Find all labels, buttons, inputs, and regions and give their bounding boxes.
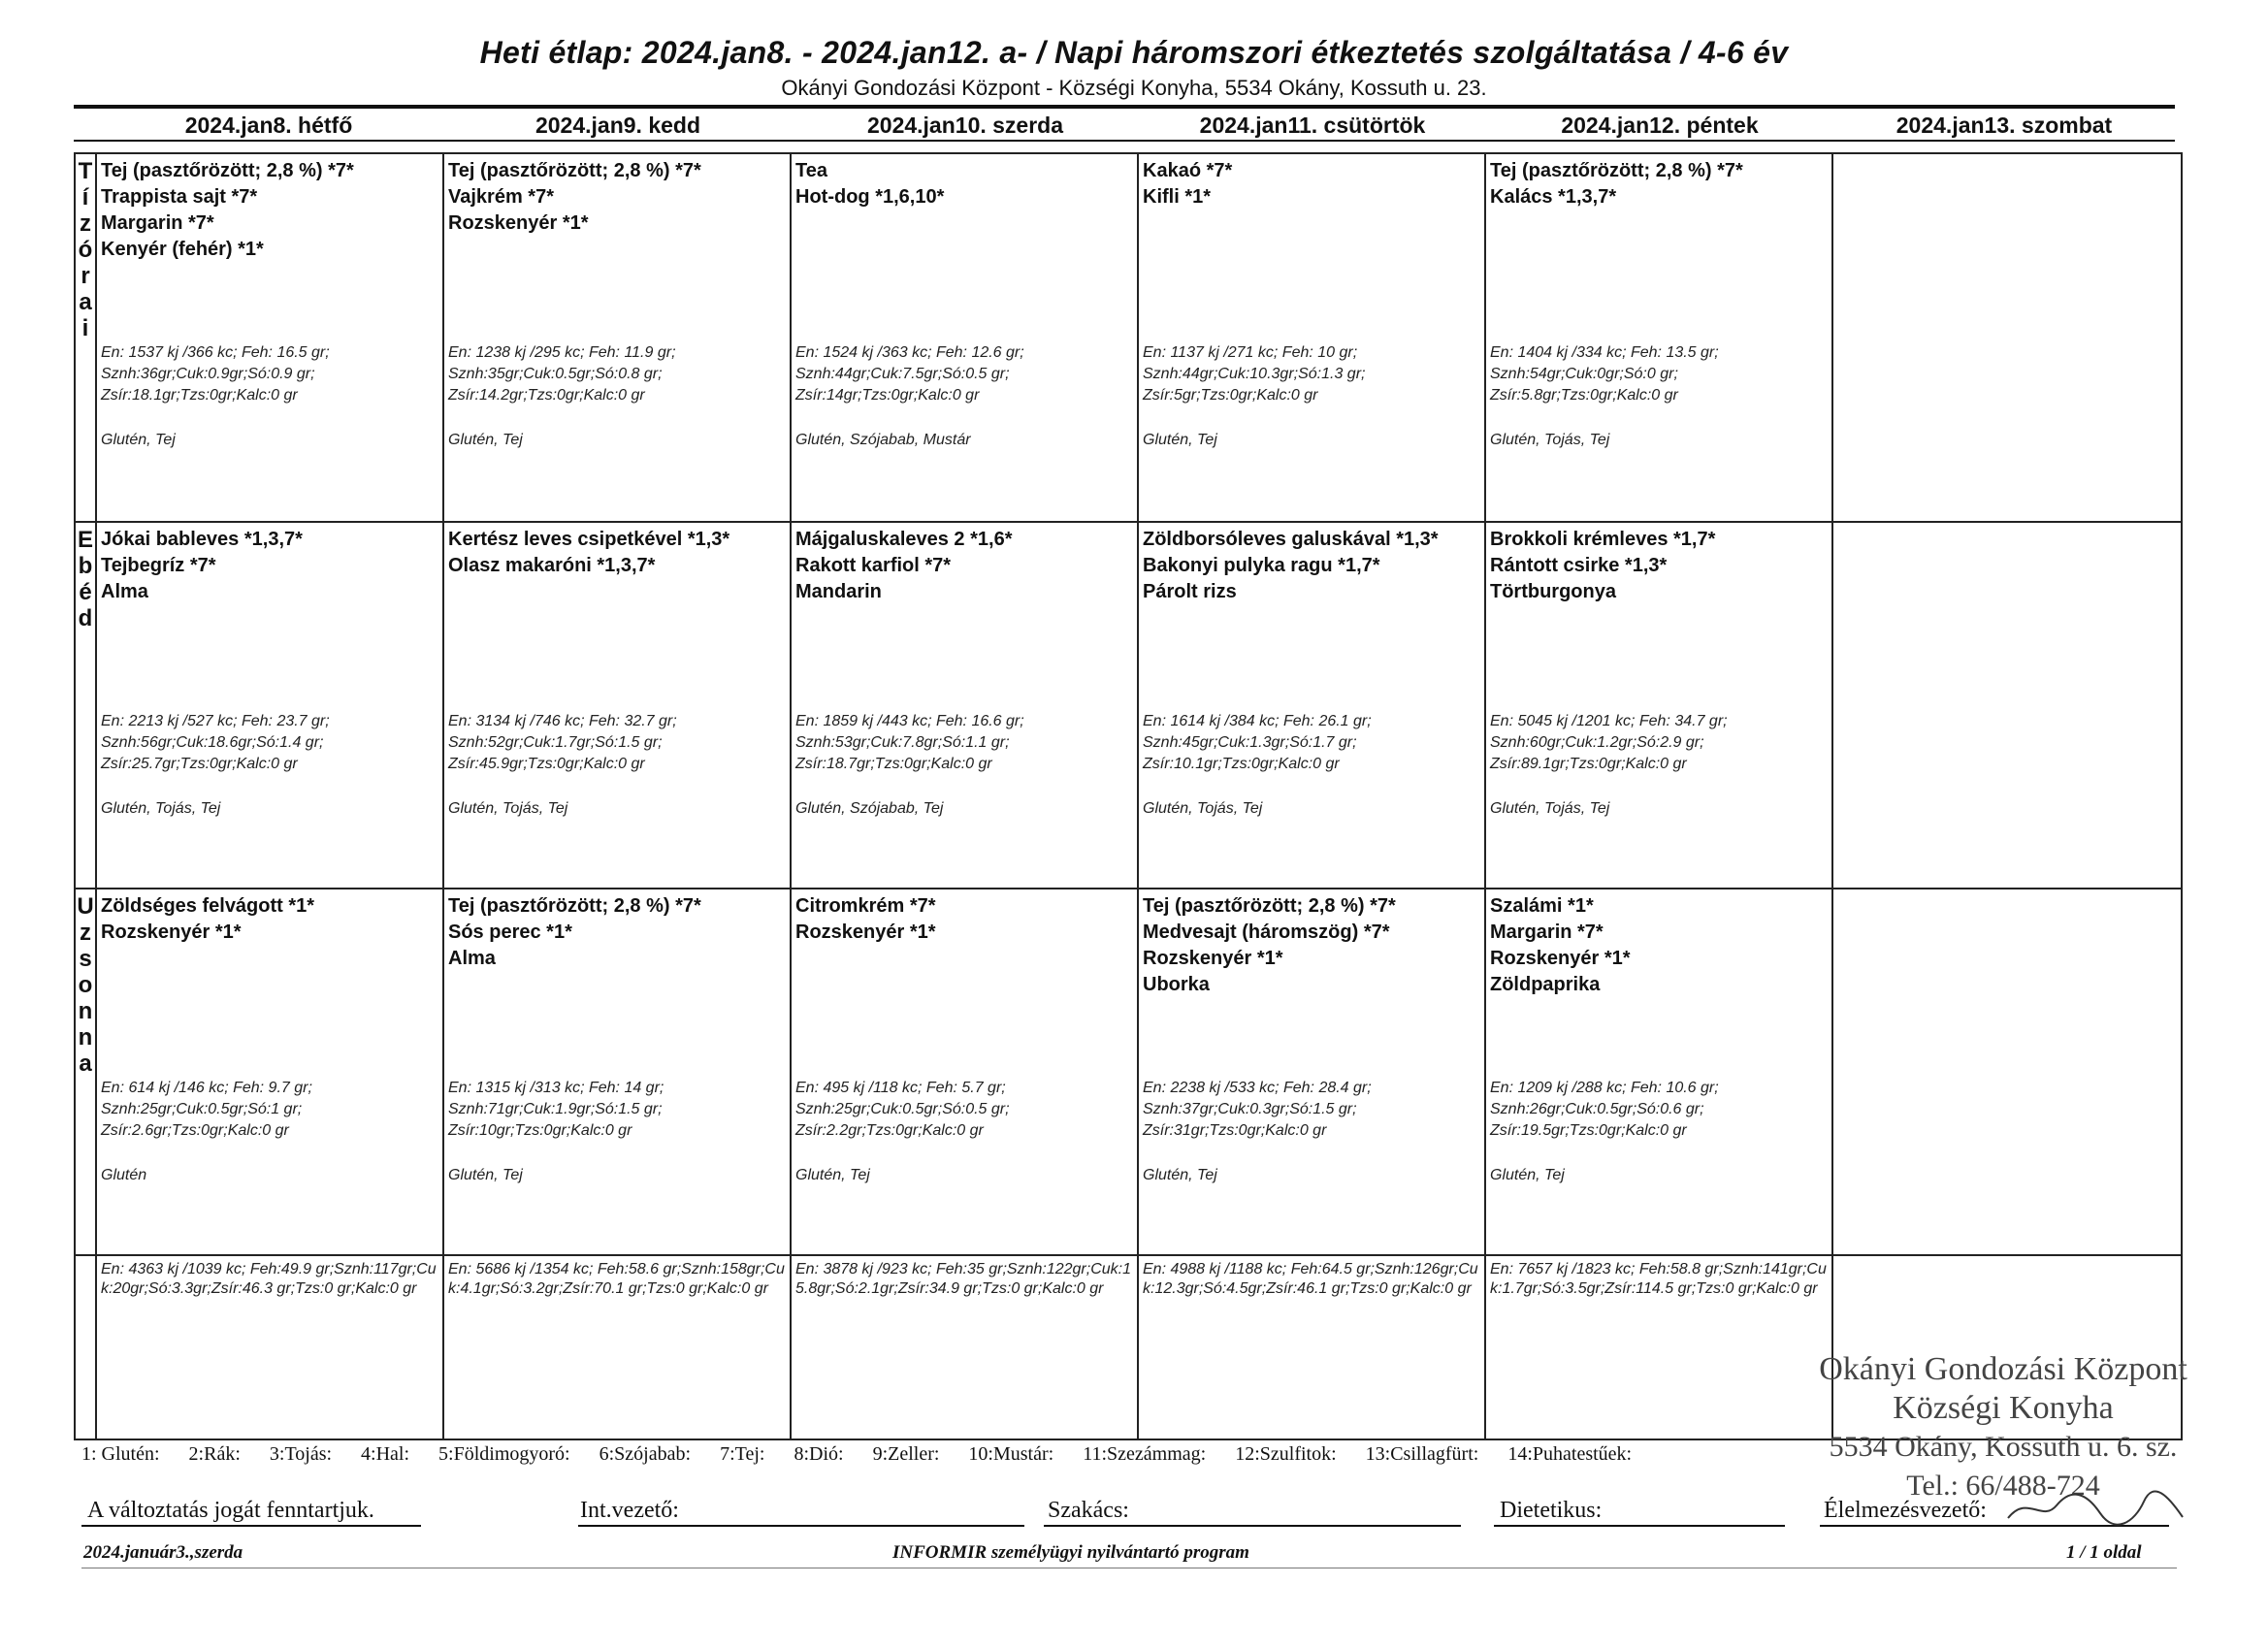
allergen-list: Glutén, Tej (795, 1167, 870, 1183)
nutrition-info (1490, 711, 1728, 775)
nutrition-line: Sznh:26gr;Cuk:0.5gr;Só:0.6 gr; (1490, 1101, 1704, 1117)
allergen-list: Glutén, Tojás, Tej (1490, 800, 1610, 817)
menu-item: Margarin *7* (101, 212, 214, 234)
nutrition-line: En: 495 kj /118 kc; Feh: 5.7 gr; (795, 1080, 1006, 1096)
menu-cell (96, 153, 443, 522)
menu-item: Alma (101, 581, 148, 602)
nutrition-line: Zsír:45.9gr;Tzs:0gr;Kalc:0 gr (448, 756, 645, 772)
meal-row-uzsonna (75, 889, 2182, 1255)
footer-program: INFORMIR személyügyi nyilvántartó program (892, 1542, 1249, 1563)
nutrition-line: Sznh:36gr;Cuk:0.9gr;Só:0.9 gr; (101, 366, 315, 382)
nutrition-line: Zsír:18.7gr;Tzs:0gr;Kalc:0 gr (795, 756, 992, 772)
nutrition-line: Zsír:25.7gr;Tzs:0gr;Kalc:0 gr (101, 756, 298, 772)
legend-entry: 9:Zeller: (872, 1443, 940, 1465)
menu-item: Rakott karfiol *7* (795, 555, 952, 576)
menu-cell (1485, 889, 1832, 1255)
menu-cell (1832, 522, 2182, 889)
nutrition-line: En: 1859 kj /443 kc; Feh: 16.6 gr; (795, 713, 1024, 729)
menu-item: Rozskenyér *1* (1143, 948, 1283, 969)
menu-cell (1485, 153, 1832, 522)
nutrition-info (1490, 342, 1719, 406)
meal-label: Tízórai (78, 158, 93, 341)
nutrition-line: En: 1209 kj /288 kc; Feh: 10.6 gr; (1490, 1080, 1719, 1096)
signature-line (578, 1525, 1024, 1527)
header-rule (74, 140, 2175, 142)
day-header-wednesday: 2024.jan10. szerda (866, 113, 1064, 138)
nutrition-line: Sznh:71gr;Cuk:1.9gr;Só:1.5 gr; (448, 1101, 663, 1117)
nutrition-line: Sznh:45gr;Cuk:1.3gr;Só:1.7 gr; (1143, 734, 1357, 751)
nutrition-line: Sznh:54gr;Cuk:0gr;Só:0 gr; (1490, 366, 1678, 382)
nutrition-line: En: 2213 kj /527 kc; Feh: 23.7 gr; (101, 713, 330, 729)
nutrition-info (1490, 1078, 1719, 1142)
nutrition-line: En: 1137 kj /271 kc; Feh: 10 gr; (1143, 344, 1358, 361)
menu-item: Tej (pasztőrözött; 2,8 %) *7* (448, 160, 701, 181)
signature-line (1494, 1525, 1785, 1527)
menu-item: Zöldpaprika (1490, 974, 1601, 995)
daily-total-cell (96, 1255, 443, 1439)
menu-item: Kertész leves csipetkével *1,3* (448, 529, 730, 550)
day-header-saturday: 2024.jan13. szombat (1895, 113, 2113, 138)
nutrition-line: En: 1404 kj /334 kc; Feh: 13.5 gr; (1490, 344, 1719, 361)
menu-item: Májgaluskaleves 2 *1,6* (795, 529, 1013, 550)
nutrition-info (1143, 342, 1365, 406)
elelmezesvezeto-label: Élelmezésvezető: (1824, 1498, 1987, 1523)
menu-title: Heti étlap: 2024.jan8. - 2024.jan12. a- / Napi háromszori étkeztetés szolgáltatása / 4-6 év (479, 35, 1789, 70)
menu-item: Tea (795, 160, 827, 181)
dietetikus-label: Dietetikus: (1500, 1498, 1603, 1523)
allergen-list: Glutén, Tojás, Tej (448, 800, 568, 817)
nutrition-line: Sznh:53gr;Cuk:7.8gr;Só:1.1 gr; (795, 734, 1010, 751)
signature-scribble (1998, 1484, 2192, 1533)
nutrition-line: Sznh:25gr;Cuk:0.5gr;Só:0.5 gr; (795, 1101, 1010, 1117)
menu-item: Zöldséges felvágott *1* (101, 895, 315, 917)
menu-cell (443, 153, 791, 522)
menu-cell (791, 522, 1138, 889)
meal-label-cell (75, 889, 96, 1255)
nutrition-line: En: 1614 kj /384 kc; Feh: 26.1 gr; (1143, 713, 1372, 729)
legend-entry: 11:Szezámmag: (1083, 1443, 1207, 1465)
nutrition-line: En: 1315 kj /313 kc; Feh: 14 gr; (448, 1080, 664, 1096)
legend-entry: 6:Szójabab: (599, 1443, 692, 1465)
menu-cell (96, 522, 443, 889)
nutrition-line: Zsír:89.1gr;Tzs:0gr;Kalc:0 gr (1490, 756, 1687, 772)
menu-cell (96, 889, 443, 1255)
nutrition-info (101, 711, 330, 775)
menu-item: Medvesajt (háromszög) *7* (1143, 922, 1390, 943)
allergen-legend (81, 1443, 2171, 1466)
daily-total-text: En: 3878 kj /923 kc; Feh:35 gr;Sznh:122gr;Cuk:15.8gr;Só:2.1gr;Zsír:34.9 gr;Tzs:0 gr;Kalc:0 gr (795, 1261, 1131, 1297)
nutrition-info (1143, 711, 1372, 775)
nutrition-line: Zsír:5gr;Tzs:0gr;Kalc:0 gr (1143, 387, 1318, 404)
menu-item: Rozskenyér *1* (795, 922, 936, 943)
nutrition-line: Zsír:31gr;Tzs:0gr;Kalc:0 gr (1143, 1122, 1327, 1139)
nutrition-info (795, 711, 1024, 775)
legend-entry: 1: Glutén: (81, 1443, 160, 1465)
menu-cell (1832, 889, 2182, 1255)
nutrition-line: En: 1238 kj /295 kc; Feh: 11.9 gr; (448, 344, 676, 361)
allergen-list: Glutén, Tojás, Tej (101, 800, 221, 817)
allergen-list: Glutén, Tej (448, 1167, 523, 1183)
daily-total-text: En: 5686 kj /1354 kc; Feh:58.6 gr;Sznh:158gr;Cuk:4.1gr;Só:3.2gr;Zsír:70.1 gr;Tzs:0 gr;Kalc:0 gr (448, 1261, 785, 1297)
legend-entry: 12:Szulfitok: (1235, 1443, 1337, 1465)
meal-row-tizorai (75, 153, 2182, 522)
menu-cell (1832, 153, 2182, 522)
daily-total-cell (791, 1255, 1138, 1439)
nutrition-line: En: 3134 kj /746 kc; Feh: 32.7 gr; (448, 713, 677, 729)
allergen-list: Glutén, Tej (448, 432, 523, 448)
nutrition-info (448, 711, 677, 775)
menu-item: Olasz makaróni *1,3,7* (448, 555, 656, 576)
nutrition-line: En: 614 kj /146 kc; Feh: 9.7 gr; (101, 1080, 312, 1096)
nutrition-line: Sznh:35gr;Cuk:0.5gr;Só:0.8 gr; (448, 366, 663, 382)
menu-item: Rozskenyér *1* (101, 922, 242, 943)
legend-entry: 10:Mustár: (968, 1443, 1054, 1465)
nutrition-line: Zsír:10gr;Tzs:0gr;Kalc:0 gr (448, 1122, 632, 1139)
nutrition-info (448, 342, 676, 406)
daily-total-cell (1138, 1255, 1485, 1439)
menu-item: Rozskenyér *1* (1490, 948, 1631, 969)
institution-stamp: Okányi Gondozási Központ Községi Konyha 5534 Okány, Kossuth u. 6. sz. Tel.: 66/488-724 (1819, 1351, 2187, 1502)
allergen-list: Glutén, Tojás, Tej (1490, 432, 1610, 448)
signature-line (81, 1525, 421, 1527)
nutrition-info (101, 1078, 312, 1142)
menu-item: Kakaó *7* (1143, 160, 1233, 181)
menu-item: Margarin *7* (1490, 922, 1604, 943)
nutrition-line: En: 5045 kj /1201 kc; Feh: 34.7 gr; (1490, 713, 1728, 729)
menu-item: Kenyér (fehér) *1* (101, 239, 264, 260)
meal-label: Ebéd (77, 527, 93, 631)
daily-total-cell (443, 1255, 791, 1439)
allergen-list: Glutén, Szójabab, Tej (795, 800, 944, 817)
nutrition-line: Sznh:56gr;Cuk:18.6gr;Só:1.4 gr; (101, 734, 324, 751)
legend-entry: 2:Rák: (188, 1443, 241, 1465)
menu-item: Tej (pasztőrözött; 2,8 %) *7* (101, 160, 354, 181)
meal-label: Uzsonna (77, 893, 94, 1077)
change-notice: A változtatás jogát fenntartjuk. (87, 1498, 374, 1523)
menu-item: Kifli *1* (1143, 186, 1212, 208)
totals-label-cell (75, 1255, 96, 1439)
int-vezeto-label: Int.vezető: (580, 1498, 679, 1523)
menu-cell (1485, 522, 1832, 889)
nutrition-line: Zsír:19.5gr;Tzs:0gr;Kalc:0 gr (1490, 1122, 1687, 1139)
nutrition-line: Sznh:25gr;Cuk:0.5gr;Só:1 gr; (101, 1101, 303, 1117)
daily-total-text: En: 4988 kj /1188 kc; Feh:64.5 gr;Sznh:126gr;Cuk:12.3gr;Só:4.5gr;Zsír:46.1 gr;Tzs:0 gr;Kalc:0 gr (1143, 1261, 1478, 1297)
menu-cell (443, 522, 791, 889)
legend-entry: 8:Dió: (794, 1443, 844, 1465)
menu-item: Tej (pasztőrözött; 2,8 %) *7* (448, 895, 701, 917)
daily-total-text: En: 4363 kj /1039 kc; Feh:49.9 gr;Sznh:117gr;Cuk:20gr;Só:3.3gr;Zsír:46.3 gr;Tzs:0 gr;Kalc:0 gr (101, 1261, 437, 1297)
nutrition-line: Zsír:14gr;Tzs:0gr;Kalc:0 gr (795, 387, 980, 404)
allergen-list: Glutén, Tej (1143, 432, 1217, 448)
nutrition-info (795, 342, 1024, 406)
day-header-friday: 2024.jan12. péntek (1561, 113, 1759, 138)
menu-item: Tejbegríz *7* (101, 555, 216, 576)
title-rule (74, 105, 2175, 109)
menu-table (74, 152, 2183, 1440)
nutrition-line: Sznh:37gr;Cuk:0.3gr;Só:1.5 gr; (1143, 1101, 1357, 1117)
menu-item: Vajkrém *7* (448, 186, 554, 208)
nutrition-info (101, 342, 330, 406)
menu-cell (791, 153, 1138, 522)
legend-entry: 7:Tej: (720, 1443, 765, 1465)
footer-page: 1 / 1 oldal (2066, 1542, 2142, 1563)
nutrition-info (1143, 1078, 1372, 1142)
menu-item: Bakonyi pulyka ragu *1,7* (1143, 555, 1380, 576)
meal-row-ebed (75, 522, 2182, 889)
legend-entry: 14:Puhatestűek: (1507, 1443, 1633, 1465)
menu-item: Uborka (1143, 974, 1210, 995)
day-header-tuesday: 2024.jan9. kedd (535, 113, 701, 138)
meal-label-cell (75, 153, 96, 522)
nutrition-info (795, 1078, 1010, 1142)
nutrition-line: Sznh:60gr;Cuk:1.2gr;Só:2.9 gr; (1490, 734, 1704, 751)
nutrition-line: Zsír:14.2gr;Tzs:0gr;Kalc:0 gr (448, 387, 645, 404)
menu-item: Szalámi *1* (1490, 895, 1594, 917)
menu-cell (443, 889, 791, 1255)
day-header-monday: 2024.jan8. hétfő (184, 113, 353, 138)
nutrition-line: Sznh:44gr;Cuk:10.3gr;Só:1.3 gr; (1143, 366, 1366, 382)
nutrition-line: En: 1524 kj /363 kc; Feh: 12.6 gr; (795, 344, 1024, 361)
nutrition-line: Zsír:2.2gr;Tzs:0gr;Kalc:0 gr (795, 1122, 984, 1139)
menu-item: Kalács *1,3,7* (1490, 186, 1617, 208)
allergen-list: Glutén, Szójabab, Mustár (795, 432, 971, 448)
menu-item: Mandarin (795, 581, 882, 602)
menu-item: Trappista sajt *7* (101, 186, 258, 208)
menu-item: Törtburgonya (1490, 581, 1616, 602)
allergen-list: Glutén, Tojás, Tej (1143, 800, 1263, 817)
menu-item: Párolt rizs (1143, 581, 1237, 602)
menu-item: Tej (pasztőrözött; 2,8 %) *7* (1490, 160, 1743, 181)
menu-item: Alma (448, 948, 496, 969)
allergen-list: Glutén, Tej (1490, 1167, 1565, 1183)
menu-item: Sós perec *1* (448, 922, 572, 943)
meal-label-cell (75, 522, 96, 889)
footer-date: 2024.január3.,szerda (83, 1542, 243, 1563)
nutrition-info (448, 1078, 664, 1142)
menu-cell (1138, 153, 1485, 522)
legend-entry: 5:Földimogyoró: (438, 1443, 570, 1465)
menu-cell (1138, 522, 1485, 889)
menu-item: Jókai bableves *1,3,7* (101, 529, 303, 550)
menu-subtitle: Okányi Gondozási Központ - Községi Konyha, 5534 Okány, Kossuth u. 23. (781, 76, 1487, 100)
allergen-list: Glutén (101, 1167, 147, 1183)
nutrition-line: Sznh:44gr;Cuk:7.5gr;Só:0.5 gr; (795, 366, 1010, 382)
legend-entry: 3:Tojás: (269, 1443, 333, 1465)
allergen-list: Glutén, Tej (101, 432, 176, 448)
menu-item: Tej (pasztőrözött; 2,8 %) *7* (1143, 895, 1396, 917)
legend-entry: 13:Csillagfürt: (1365, 1443, 1479, 1465)
menu-item: Rántott csirke *1,3* (1490, 555, 1668, 576)
nutrition-line: Zsír:18.1gr;Tzs:0gr;Kalc:0 gr (101, 387, 298, 404)
allergen-list: Glutén, Tej (1143, 1167, 1217, 1183)
szakacs-label: Szakács: (1048, 1498, 1129, 1523)
menu-item: Zöldborsóleves galuskával *1,3* (1143, 529, 1439, 550)
day-header-thursday: 2024.jan11. csütörtök (1199, 113, 1426, 138)
nutrition-line: Zsír:2.6gr;Tzs:0gr;Kalc:0 gr (101, 1122, 289, 1139)
signature-line (1044, 1525, 1461, 1527)
nutrition-line: En: 1537 kj /366 kc; Feh: 16.5 gr; (101, 344, 330, 361)
menu-cell (1138, 889, 1485, 1255)
menu-item: Citromkrém *7* (795, 895, 936, 917)
nutrition-line: Sznh:52gr;Cuk:1.7gr;Só:1.5 gr; (448, 734, 663, 751)
daily-total-text: En: 7657 kj /1823 kc; Feh:58.8 gr;Sznh:141gr;Cuk:1.7gr;Só:3.5gr;Zsír:114.5 gr;Tzs:0 gr;Kalc:0 gr (1490, 1261, 1827, 1297)
nutrition-line: Zsír:5.8gr;Tzs:0gr;Kalc:0 gr (1490, 387, 1678, 404)
nutrition-line: Zsír:10.1gr;Tzs:0gr;Kalc:0 gr (1143, 756, 1340, 772)
menu-item: Rozskenyér *1* (448, 212, 589, 234)
nutrition-line: En: 2238 kj /533 kc; Feh: 28.4 gr; (1143, 1080, 1372, 1096)
menu-cell (791, 889, 1138, 1255)
legend-entry: 4:Hal: (361, 1443, 410, 1465)
menu-item: Brokkoli krémleves *1,7* (1490, 529, 1716, 550)
menu-item: Hot-dog *1,6,10* (795, 186, 945, 208)
